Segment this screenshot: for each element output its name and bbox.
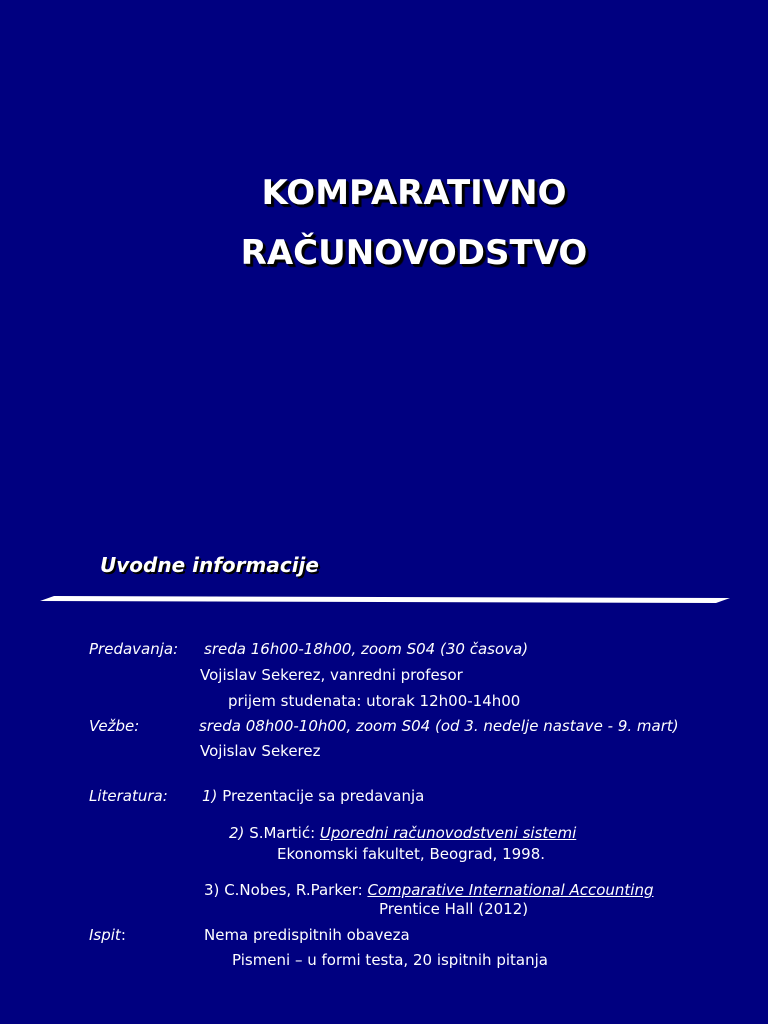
ispit-label-text: Ispit	[89, 926, 121, 944]
vezbe-assistant: Vojislav Sekerez	[200, 742, 321, 760]
literatura-item-2-num: 2)	[229, 824, 245, 842]
literatura-item-2-author: S.Martić:	[249, 824, 316, 842]
divider-line	[40, 596, 730, 604]
ispit-line-2: Pismeni – u formi testa, 20 ispitnih pitanja	[232, 951, 548, 969]
literatura-item-2	[229, 826, 576, 841]
predavanja-lecturer: Vojislav Sekerez, vanredni profesor	[200, 666, 463, 684]
vezbe-label: Vežbe:	[89, 717, 140, 735]
literatura-item-3-author: C.Nobes, R.Parker:	[224, 881, 363, 899]
ispit-line-1: Nema predispitnih obaveza	[204, 926, 410, 944]
literatura-item-3	[204, 883, 654, 898]
literatura-item-2-book: Uporedni računovodstveni sistemi	[319, 824, 577, 842]
literatura-item-1	[202, 789, 424, 804]
title-line-2: RAČUNOVODSTVO	[240, 233, 588, 273]
literatura-item-3-book: Comparative International Accounting	[367, 881, 654, 899]
title-line-1: KOMPARATIVNO	[261, 173, 567, 213]
predavanja-label: Predavanja:	[89, 640, 179, 658]
literatura-label: Literatura:	[89, 787, 168, 805]
predavanja-office-hours: prijem studenata: utorak 12h00-14h00	[228, 692, 521, 710]
literatura-item-3-num: 3)	[204, 881, 220, 899]
ispit-label-colon: :	[120, 926, 126, 944]
literatura-item-1-text: Prezentacije sa predavanja	[222, 787, 425, 805]
literatura-item-3-publisher: Prentice Hall (2012)	[379, 900, 529, 918]
subtitle: Uvodne informacije	[100, 553, 319, 577]
vezbe-schedule: sreda 08h00-10h00, zoom S04 (od 3. nedelje nastave - 9. mart)	[199, 717, 679, 735]
literatura-item-1-num: 1)	[202, 787, 218, 805]
predavanja-schedule: sreda 16h00-18h00, zoom S04 (30 časova)	[204, 640, 529, 658]
literatura-item-2-publisher: Ekonomski fakultet, Beograd, 1998.	[277, 845, 546, 863]
ispit-label	[89, 928, 126, 943]
